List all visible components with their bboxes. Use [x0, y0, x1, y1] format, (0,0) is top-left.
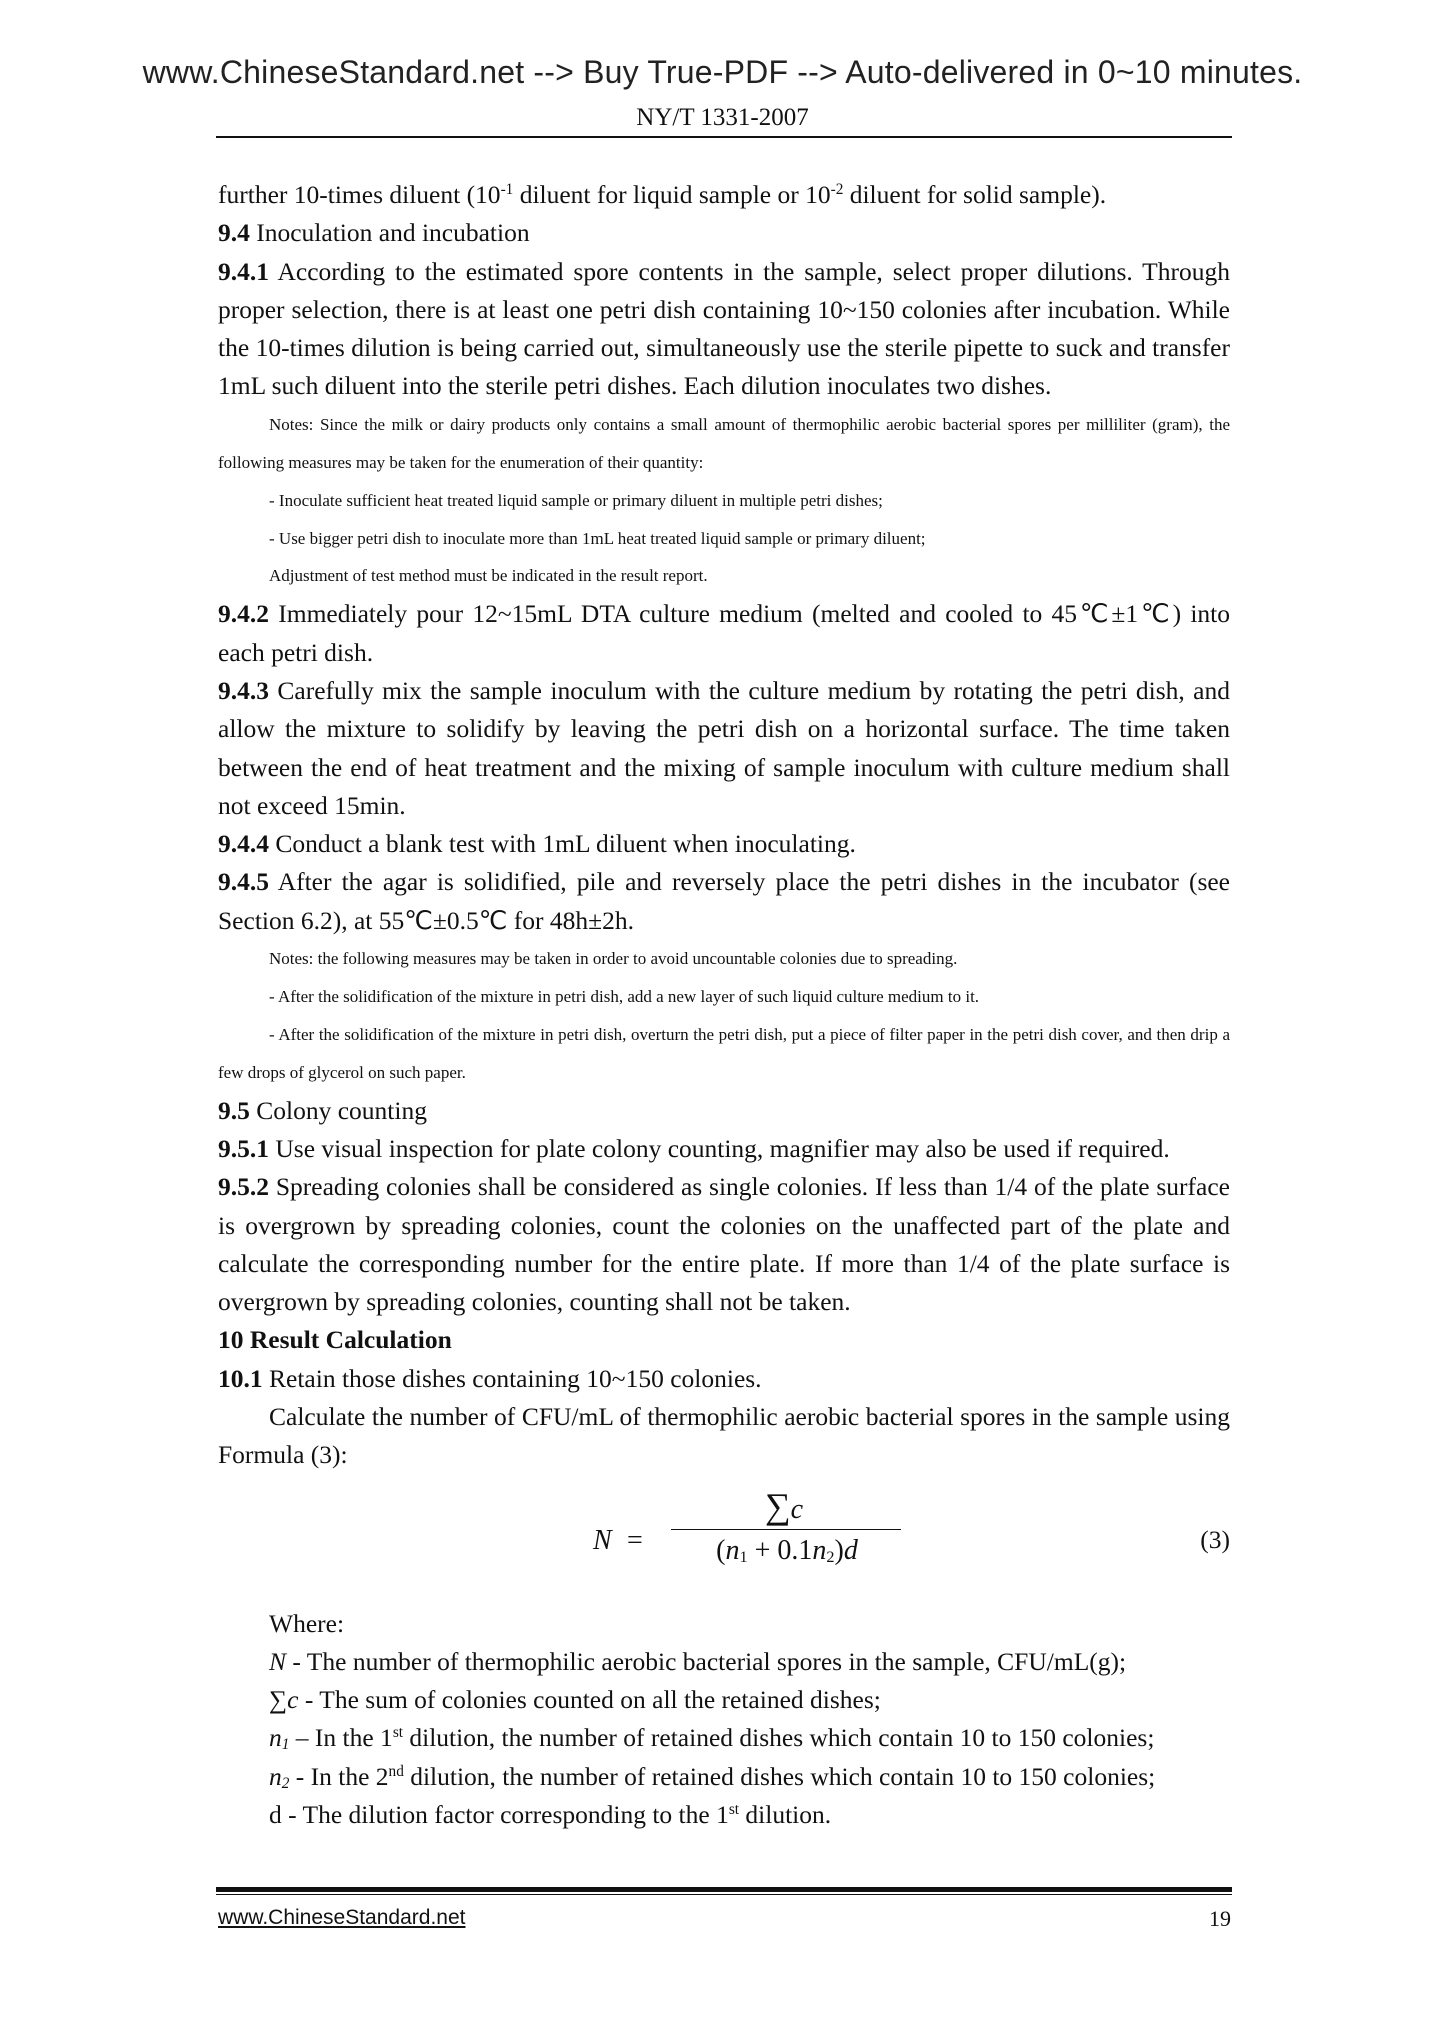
symbol: n: [269, 1723, 282, 1753]
formula-denominator: [673, 1535, 901, 1567]
definition: – In the 1: [289, 1723, 393, 1753]
superscript: -2: [830, 180, 844, 198]
clause-text: Carefully mix the sample inoculum with the culture medium by rotating the petri dish, and allow the mixture to solidify by leaving the petri dish on a horizontal surface. The time taken between the end of heat treatment and the mixing of sample inoculum with culture medium shall not exceed 15min.: [218, 675, 1230, 820]
where-d: [269, 1796, 1230, 1834]
text-run: diluent for solid sample).: [843, 180, 1107, 209]
note-1-item-3: Adjustment of test method must be indicated in the result report.: [269, 566, 708, 586]
fraction-bar: [671, 1529, 901, 1530]
clause-9-5-1: [218, 1130, 1230, 1168]
section-10-heading: 10 Result Calculation: [218, 1325, 452, 1355]
subscript: 2: [826, 1547, 835, 1566]
footer-rule-thick: [216, 1887, 1232, 1892]
clause-text: Retain those dishes containing 10~150 colonies.: [262, 1363, 762, 1393]
clause-number: 9.5.1: [218, 1133, 269, 1163]
section-title: Inoculation and incubation: [249, 218, 530, 248]
paragraph-continued: [218, 176, 1230, 214]
subscript: 2: [281, 1774, 290, 1792]
definition: - The sum of colonies counted on all the retained dishes;: [298, 1685, 881, 1715]
definition: dilution, the number of retained dishes which contain 10 to 150 colonies;: [403, 1723, 1155, 1753]
section-9-5-heading: [218, 1092, 1230, 1130]
page-number: 19: [1209, 1906, 1231, 1931]
clause-text: After the agar is solidified, pile and reversely place the petri dishes in the incubator (see Section 6.2), at 55℃±0.5℃ for 48h±2h.: [218, 867, 1230, 935]
clause-9-4-5: [218, 863, 1230, 940]
where-n1: [269, 1719, 1230, 1757]
header-rule: [216, 136, 1232, 138]
section-title: Colony counting: [249, 1095, 427, 1125]
section-number: 9.5: [218, 1095, 250, 1125]
clause-number: 9.4.5: [218, 867, 269, 897]
document-body: [218, 176, 1230, 1834]
section-9-4-heading: [218, 214, 1230, 252]
formula-var-d: d: [843, 1534, 858, 1566]
symbol: ∑c: [269, 1685, 299, 1715]
clause-number: 10.1: [218, 1363, 263, 1393]
footer-website-link[interactable]: www.ChineseStandard.net: [218, 1906, 466, 1929]
definition: dilution.: [739, 1800, 832, 1830]
top-banner[interactable]: www.ChineseStandard.net --> Buy True-PDF --> Auto-delivered in 0~10 minutes.: [142, 54, 1303, 90]
sigma-symbol: ∑: [764, 1485, 791, 1526]
calculation-intro: Calculate the number of CFU/mL of thermophilic aerobic bacterial spores in the sample using Formula (3):: [218, 1401, 1230, 1470]
formula-3: [218, 1481, 1230, 1605]
clause-9-4-3: [218, 672, 1230, 825]
where-n: [269, 1643, 1230, 1681]
clause-number: 9.4.4: [218, 829, 269, 859]
superscript: st: [728, 1800, 740, 1818]
note-2-item-2: - After the solidification of the mixture in petri dish, overturn the petri dish, put a piece of filter paper in the petri dish cover, and then drip a few drops of glycerol on such paper.: [218, 1024, 1230, 1082]
clause-number: 9.4.1: [218, 256, 269, 286]
text-run: diluent for liquid sample or 10: [513, 180, 831, 209]
where-sum-c: [269, 1681, 1230, 1719]
formula-equals: =: [627, 1524, 643, 1556]
formula-var-n2: n: [812, 1534, 827, 1566]
where-label: Where:: [269, 1608, 345, 1638]
clause-number: 9.5.2: [218, 1172, 269, 1202]
subscript: 1: [281, 1736, 290, 1754]
note-1-item-2: - Use bigger petri dish to inoculate more than 1mL heat treated liquid sample or primary diluent;: [269, 528, 926, 548]
definition: dilution, the number of retained dishes which contain 10 to 150 colonies;: [403, 1761, 1156, 1791]
definition: - In the 2: [289, 1761, 389, 1791]
paren-close: ): [834, 1534, 844, 1566]
standard-code-header: NY/T 1331-2007: [636, 104, 809, 131]
footer-rule-thin: [216, 1894, 1232, 1895]
paren-open: (: [716, 1534, 726, 1566]
clause-9-4-2: [218, 595, 1230, 672]
formula-plus: + 0.1: [747, 1534, 813, 1566]
note-1-intro: Notes: Since the milk or dairy products only contains a small amount of thermophilic aerobic bacterial spores per milliliter (gram), the following measures may be taken for the enumeration of their quantity:: [218, 414, 1230, 472]
superscript: -1: [500, 180, 514, 198]
formula-var-n1: n: [725, 1534, 740, 1566]
symbol: n: [269, 1761, 282, 1791]
subscript: 1: [739, 1547, 748, 1566]
clause-9-5-2: [218, 1168, 1230, 1321]
clause-number: 9.4.3: [218, 675, 269, 705]
clause-10-1: [218, 1360, 1230, 1398]
formula-number: (3): [1200, 1524, 1230, 1554]
superscript: st: [392, 1724, 404, 1742]
definition: - The number of thermophilic aerobic bacterial spores in the sample, CFU/mL(g);: [286, 1646, 1127, 1676]
note-1-item-1: - Inoculate sufficient heat treated liquid sample or primary diluent in multiple petri dishes;: [269, 490, 883, 510]
clause-number: 9.4.2: [218, 599, 269, 629]
clause-text: According to the estimated spore contents in the sample, select proper dilutions. Through proper selection, there is at least one petri dish containing 10~150 colonies after incubation. While the 10-times dilution is being carried out, simultaneously use the sterile pipette to suck and transfer 1mL such diluent into the sterile petri dishes. Each dilution inoculates two dishes.: [218, 256, 1230, 401]
note-2-item-1: - After the solidification of the mixture in petri dish, add a new layer of such liquid culture medium to it.: [269, 986, 980, 1006]
formula-numerator: [719, 1485, 849, 1527]
where-n2: [269, 1758, 1230, 1796]
note-2-intro: Notes: the following measures may be taken in order to avoid uncountable colonies due to spreading.: [269, 948, 958, 968]
definition: d - The dilution factor corresponding to the 1: [269, 1800, 729, 1830]
clause-9-4-1: [218, 253, 1230, 406]
formula-lhs: N: [593, 1524, 612, 1556]
clause-text: Spreading colonies shall be considered as single colonies. If less than 1/4 of the plate surface is overgrown by spreading colonies, count the colonies on the unaffected part of the plate and calculate the corresponding number for the entire plate. If more than 1/4 of the plate surface is overgrown by spreading colonies, counting shall not be taken.: [218, 1172, 1230, 1317]
clause-text: Conduct a blank test with 1mL diluent when inoculating.: [269, 829, 856, 859]
text-run: further 10-times diluent (10: [218, 180, 501, 209]
clause-9-4-4: [218, 825, 1230, 863]
formula-var-c: c: [790, 1493, 804, 1525]
section-number: 9.4: [218, 218, 250, 248]
symbol: N: [269, 1646, 287, 1676]
clause-text: Immediately pour 12~15mL DTA culture medium (melted and cooled to 45℃±1℃) into each petri dish.: [218, 599, 1230, 667]
superscript: nd: [388, 1762, 404, 1780]
clause-text: Use visual inspection for plate colony counting, magnifier may also be used if required.: [269, 1133, 1170, 1163]
